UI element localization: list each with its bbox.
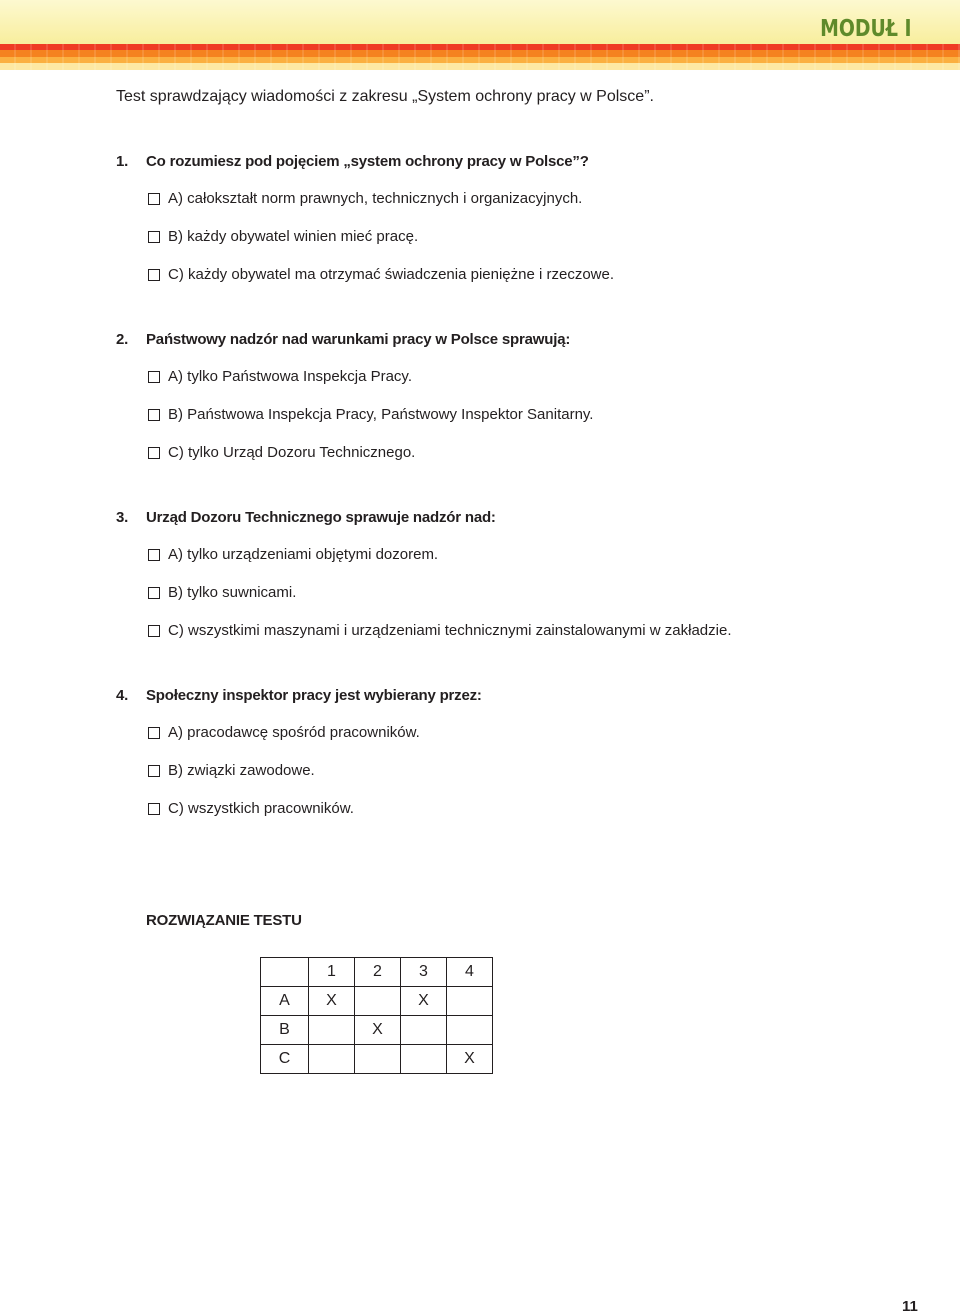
- option-1b[interactable]: [148, 227, 876, 246]
- option-3a[interactable]: [148, 545, 876, 564]
- table-cell: [355, 987, 401, 1016]
- table-cell: [309, 1045, 355, 1074]
- question-4: [116, 687, 876, 818]
- question-2: [116, 331, 876, 462]
- option-label: B) tylko suwnicami.: [168, 584, 297, 601]
- checkbox[interactable]: [148, 803, 160, 815]
- checkbox[interactable]: [148, 727, 160, 739]
- table-row: [261, 1045, 493, 1074]
- test-title: Test sprawdzający wiadomości z zakresu „System ochrony pracy w Polsce”.: [116, 88, 654, 105]
- option-label: B) Państwowa Inspekcja Pracy, Państwowy Inspektor Sanitarny.: [168, 406, 594, 423]
- table-cell: X: [309, 987, 355, 1016]
- table-cell: 1: [309, 958, 355, 987]
- option-4b[interactable]: [148, 761, 876, 780]
- table-cell: [261, 958, 309, 987]
- table-cell: B: [261, 1016, 309, 1045]
- page-number: 11: [902, 1298, 918, 1315]
- page-header: [0, 0, 960, 44]
- table-cell: [309, 1016, 355, 1045]
- option-label: C) wszystkich pracowników.: [168, 800, 354, 817]
- checkbox[interactable]: [148, 625, 160, 637]
- table-cell: [401, 1016, 447, 1045]
- table-cell: X: [355, 1016, 401, 1045]
- checkbox[interactable]: [148, 549, 160, 561]
- option-4c[interactable]: [148, 799, 876, 818]
- solution-title: ROZWIĄZANIE TESTU: [146, 912, 302, 929]
- checkbox[interactable]: [148, 269, 160, 281]
- table-cell: [447, 1016, 493, 1045]
- checkbox[interactable]: [148, 447, 160, 459]
- option-2a[interactable]: [148, 367, 876, 386]
- question-text: Co rozumiesz pod pojęciem „system ochrony pracy w Polsce”?: [146, 153, 589, 170]
- checkbox[interactable]: [148, 765, 160, 777]
- option-label: A) tylko urządzeniami objętymi dozorem.: [168, 546, 439, 563]
- question-number: 4.: [116, 687, 129, 704]
- option-3b[interactable]: [148, 583, 876, 602]
- header-stripes: [0, 44, 960, 70]
- option-1a[interactable]: [148, 189, 876, 208]
- table-cell: [355, 1045, 401, 1074]
- checkbox[interactable]: [148, 409, 160, 421]
- checkbox[interactable]: [148, 193, 160, 205]
- table-header-row: [261, 958, 493, 987]
- question-text: Państwowy nadzór nad warunkami pracy w Polsce sprawują:: [146, 331, 571, 348]
- answer-table: [260, 957, 493, 1074]
- table-cell: [447, 987, 493, 1016]
- option-2b[interactable]: [148, 405, 876, 424]
- option-2c[interactable]: [148, 443, 876, 462]
- option-label: B) każdy obywatel winien mieć pracę.: [168, 228, 419, 245]
- table-cell: X: [447, 1045, 493, 1074]
- question-3: [116, 509, 876, 640]
- option-label: C) tylko Urząd Dozoru Technicznego.: [168, 444, 416, 461]
- question-number: 1.: [116, 153, 129, 170]
- option-4a[interactable]: [148, 723, 876, 742]
- option-label: C) każdy obywatel ma otrzymać świadczenia pieniężne i rzeczowe.: [168, 266, 615, 283]
- option-3c[interactable]: [148, 621, 876, 640]
- option-label: A) całokształt norm prawnych, technicznych i organizacyjnych.: [168, 190, 583, 207]
- table-cell: 4: [447, 958, 493, 987]
- checkbox[interactable]: [148, 231, 160, 243]
- table-cell: A: [261, 987, 309, 1016]
- module-label: MODUŁ I: [820, 16, 912, 42]
- checkbox[interactable]: [148, 371, 160, 383]
- table-row: [261, 987, 493, 1016]
- table-cell: 2: [355, 958, 401, 987]
- option-1c[interactable]: [148, 265, 876, 284]
- option-label: A) tylko Państwowa Inspekcja Pracy.: [168, 368, 412, 385]
- question-number: 3.: [116, 509, 129, 526]
- table-cell: [401, 1045, 447, 1074]
- table-cell: C: [261, 1045, 309, 1074]
- option-label: A) pracodawcę spośród pracowników.: [168, 724, 420, 741]
- question-text: Urząd Dozoru Technicznego sprawuje nadzór nad:: [146, 509, 496, 526]
- option-label: C) wszystkimi maszynami i urządzeniami technicznymi zainstalowanymi w zakładzie.: [168, 622, 732, 639]
- option-label: B) związki zawodowe.: [168, 762, 315, 779]
- question-text: Społeczny inspektor pracy jest wybierany przez:: [146, 687, 482, 704]
- table-cell: 3: [401, 958, 447, 987]
- question-1: [116, 153, 876, 284]
- checkbox[interactable]: [148, 587, 160, 599]
- question-number: 2.: [116, 331, 129, 348]
- table-row: [261, 1016, 493, 1045]
- table-cell: X: [401, 987, 447, 1016]
